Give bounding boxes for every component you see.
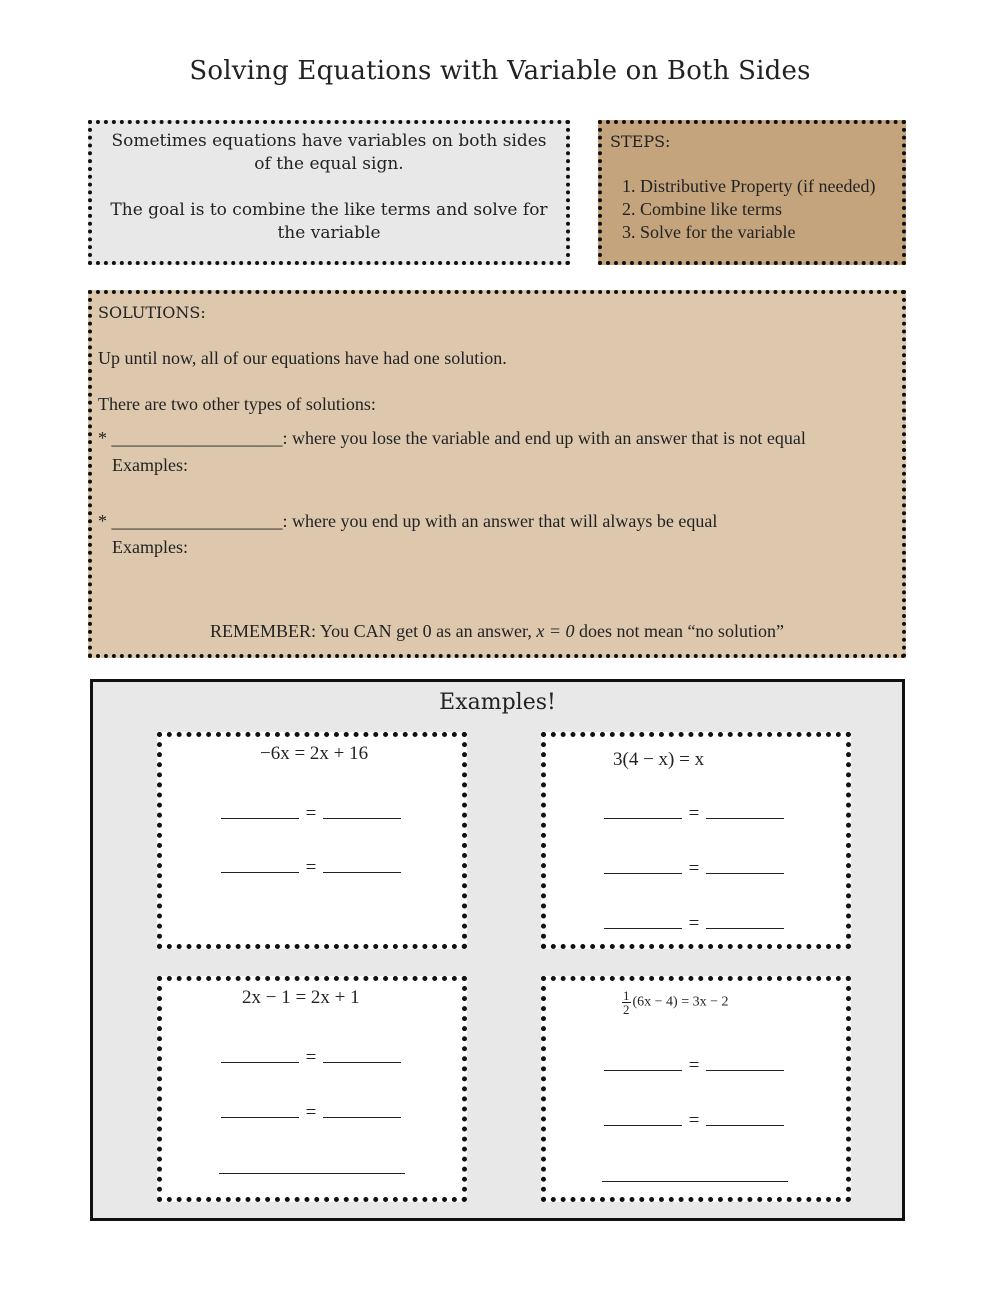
equals-sign: = (305, 857, 317, 878)
examples-heading: Examples! (439, 690, 556, 715)
fraction-one-half (622, 989, 631, 1016)
work-line (221, 857, 401, 879)
intro-box (88, 120, 570, 265)
remember-math: x = 0 (536, 621, 575, 641)
example-equation-4-rest: (6x − 4) = 3x − 2 (632, 994, 729, 1010)
answer-blank[interactable] (221, 804, 299, 819)
answer-blank[interactable] (323, 804, 401, 819)
answer-blank[interactable] (221, 1048, 299, 1063)
steps-box (598, 120, 906, 265)
work-line (604, 803, 784, 825)
intro-line-1: Sometimes equations have variables on both sides of the equal sign. (111, 131, 547, 174)
final-answer-blank[interactable] (219, 1159, 405, 1174)
infinite-solutions-examples-label: Examples: (112, 537, 188, 557)
final-answer-line (219, 1158, 405, 1180)
work-line (604, 1055, 784, 1077)
equals-sign: = (688, 858, 700, 879)
answer-blank[interactable] (706, 914, 784, 929)
example-equation-1: −6x = 2x + 16 (260, 743, 369, 764)
example-card-4 (541, 976, 851, 1202)
fraction-denominator: 2 (623, 1002, 630, 1017)
solutions-heading: SOLUTIONS: (98, 303, 206, 322)
example-equation-4 (622, 989, 729, 1016)
work-line (221, 803, 401, 825)
step-item: 3. Solve for the variable (640, 221, 894, 244)
work-line (604, 858, 784, 880)
step-item: 2. Combine like terms (640, 198, 894, 221)
work-line (604, 1110, 784, 1132)
page-title: Solving Equations with Variable on Both Sides (189, 56, 811, 86)
answer-blank[interactable] (604, 859, 682, 874)
solutions-box (88, 290, 906, 658)
remember-suffix: does not mean “no solution” (578, 621, 784, 641)
work-line (221, 1047, 401, 1069)
answer-blank[interactable] (323, 1048, 401, 1063)
example-equation-2: 3(4 − x) = x (613, 749, 705, 770)
final-answer-blank[interactable] (602, 1167, 788, 1182)
answer-blank[interactable] (706, 1111, 784, 1126)
answer-blank[interactable] (706, 859, 784, 874)
infinite-solutions-bullet: * ___________________: where you end up with an answer that will always be equal (98, 511, 718, 531)
remember-note (92, 619, 902, 643)
answer-blank[interactable] (706, 804, 784, 819)
examples-panel (90, 679, 905, 1221)
final-answer-line (602, 1166, 788, 1188)
solutions-line-1: Up until now, all of our equations have had one solution. (98, 348, 507, 368)
equals-sign: = (688, 803, 700, 824)
answer-blank[interactable] (221, 1103, 299, 1118)
steps-heading: STEPS: (610, 132, 671, 151)
equals-sign: = (305, 803, 317, 824)
example-card-3 (157, 976, 467, 1202)
answer-blank[interactable] (221, 858, 299, 873)
steps-list (610, 175, 894, 244)
answer-blank[interactable] (604, 914, 682, 929)
work-line (221, 1102, 401, 1124)
answer-blank[interactable] (604, 804, 682, 819)
answer-blank[interactable] (706, 1056, 784, 1071)
fraction-numerator: 1 (623, 988, 630, 1003)
equals-sign: = (305, 1102, 317, 1123)
example-card-1 (157, 732, 467, 949)
intro-line-2: The goal is to combine the like terms and solve for the variable (110, 200, 548, 243)
work-line (604, 913, 784, 935)
equals-sign: = (688, 913, 700, 934)
equals-sign: = (688, 1110, 700, 1131)
no-solution-bullet: * ___________________: where you lose the variable and end up with an answer that is not equal (98, 428, 806, 448)
example-equation-3: 2x − 1 = 2x + 1 (242, 987, 360, 1008)
equals-sign: = (688, 1055, 700, 1076)
equals-sign: = (305, 1047, 317, 1068)
answer-blank[interactable] (604, 1111, 682, 1126)
solutions-line-2: There are two other types of solutions: (98, 394, 376, 414)
no-solution-examples-label: Examples: (112, 455, 188, 475)
answer-blank[interactable] (604, 1056, 682, 1071)
step-item: 1. Distributive Property (if needed) (640, 175, 894, 198)
answer-blank[interactable] (323, 1103, 401, 1118)
answer-blank[interactable] (323, 858, 401, 873)
example-card-2 (541, 732, 851, 949)
remember-prefix: REMEMBER: You CAN get 0 as an answer, (210, 621, 532, 641)
